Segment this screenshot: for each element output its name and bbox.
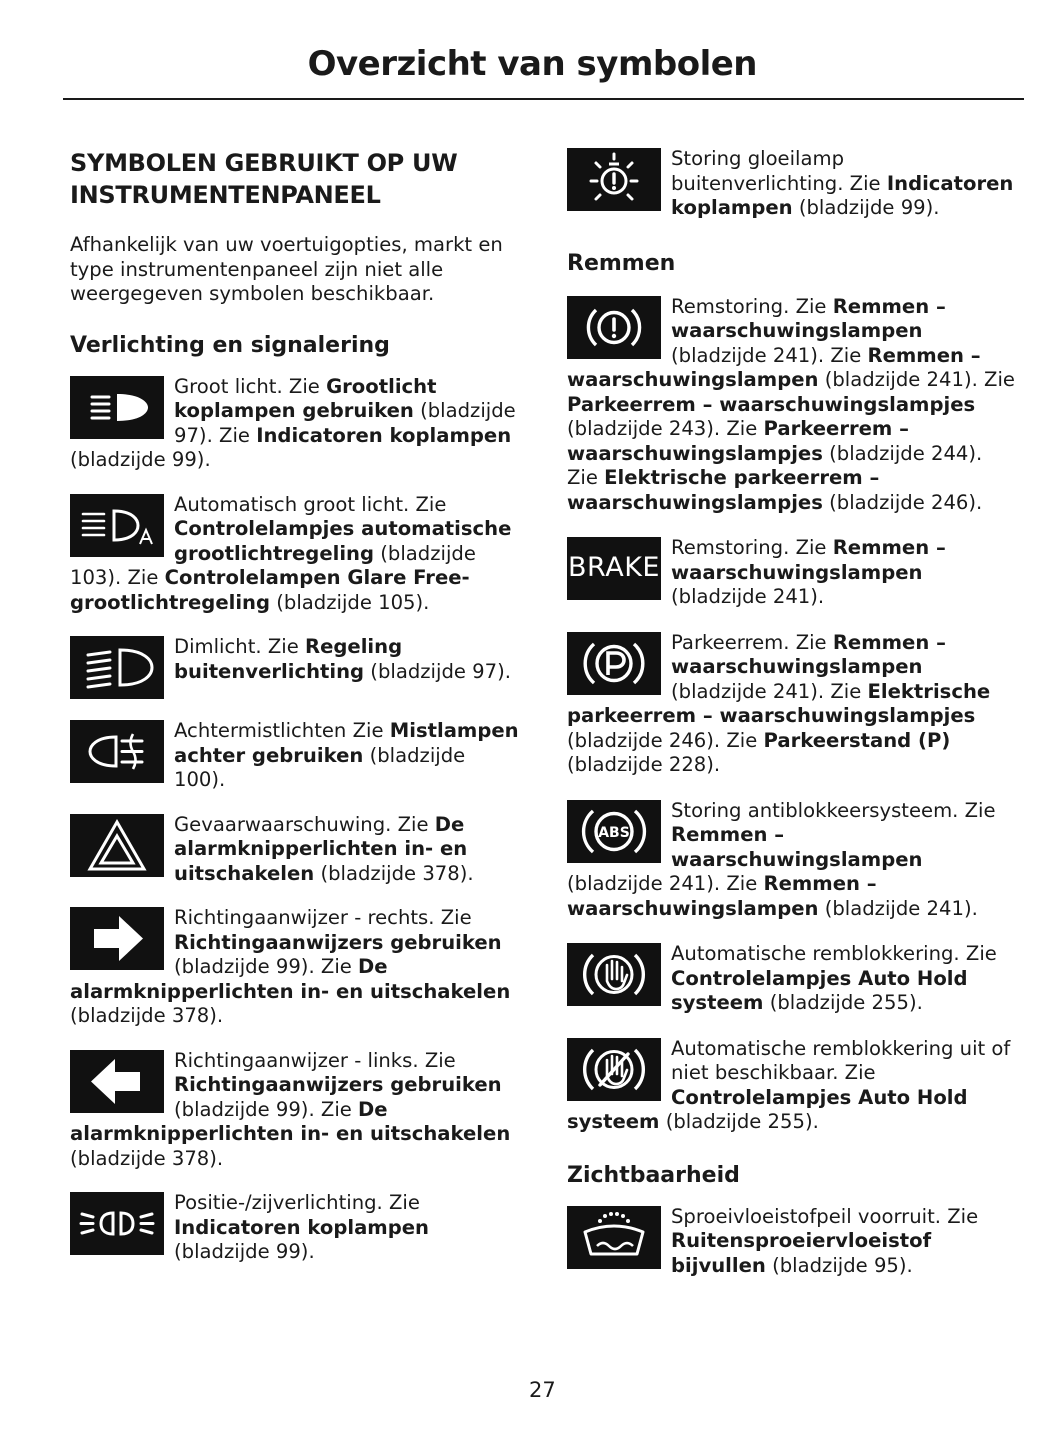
entry-text: Richtingaanwijzer - rechts. Zie <box>174 906 472 929</box>
high-beam-icon <box>70 376 164 439</box>
entry-text: (bladzijde 97). Zie <box>174 399 516 447</box>
entry-text: Parkeerrem. Zie <box>671 630 833 654</box>
reference-title: Parkeerstand (P) <box>763 728 951 752</box>
hazard-warning-icon <box>70 814 164 877</box>
reference-title: Indicatoren koplampen <box>256 423 512 447</box>
entry-text: Storing antiblokkeersysteem. Zie <box>671 798 996 822</box>
entry-text: (bladzijde 241). Zie <box>567 872 764 895</box>
reference-title: Grootlicht koplampen gebruiken <box>174 374 437 422</box>
reference-title: Parkeerrem – waarschuwingslampjes <box>567 417 909 465</box>
top-list <box>567 147 1019 221</box>
reference-title: Elektrische parkeerrem – waarschuwingslampjes <box>567 466 880 514</box>
entry-text: Gevaarwaarschuwing. Zie <box>174 812 435 836</box>
section-title: SYMBOLEN GEBRUIKT OP UW INSTRUMENTENPANEEL <box>70 149 458 209</box>
entry-text: (bladzijde 255). <box>763 991 923 1014</box>
auto-high-beam-icon <box>70 494 164 557</box>
abs-icon <box>567 800 661 863</box>
entry-text: Remstoring. Zie <box>671 536 833 559</box>
reference-title: Parkeerrem – waarschuwingslampjes <box>567 392 976 416</box>
auto-hold-off-icon <box>567 1038 661 1101</box>
entry-text: Dimlicht. Zie <box>174 635 305 658</box>
reference-title: Remmen – waarschuwingslampen <box>567 343 981 391</box>
reference-title: Indicatoren koplampen <box>671 171 1014 219</box>
left-column <box>70 147 522 1265</box>
symbol-entry <box>567 295 1019 516</box>
symbol-entry <box>70 635 522 699</box>
rear-fog-icon <box>70 720 164 783</box>
symbol-entry <box>70 375 522 473</box>
side-lamps-icon <box>70 1192 164 1255</box>
entry-text: Automatisch groot licht. Zie <box>174 492 447 516</box>
reference-title: Ruitensproeiervloeistof bijvullen <box>671 1229 932 1277</box>
subheading-brakes: Remmen <box>567 250 676 276</box>
reference-title: Remmen – waarschuwingslampen <box>671 536 946 584</box>
symbol-entry <box>567 147 1019 221</box>
reference-title: De alarmknipperlichten in- en uitschakelen <box>70 1097 511 1145</box>
entry-text: (bladzijde 103). Zie <box>70 541 476 589</box>
intro-paragraph: Afhankelijk van uw voertuigopties, markt en type instrumentenpaneel zijn niet alle weergegeven symbolen beschikbaar. <box>70 233 503 305</box>
subheading-lighting: Verlichting en signalering <box>70 332 390 358</box>
reference-title: Remmen – waarschuwingslampen <box>671 294 946 342</box>
reference-title: Controlelampen Glare Free-grootlichtregeling <box>70 566 470 614</box>
parking-brake-icon <box>567 632 661 695</box>
symbol-entry <box>70 719 522 793</box>
entry-text: (bladzijde 241). <box>671 585 825 608</box>
reference-title: Controlelampjes Auto Hold systeem <box>671 966 968 1014</box>
brake-icon-text: BRAKE <box>568 552 660 584</box>
entry-text: (bladzijde 246). Zie <box>567 728 764 752</box>
svg-text:ABS: ABS <box>598 824 630 841</box>
reference-title: Controlelampjes Auto Hold systeem <box>567 1085 968 1133</box>
reference-title: Richtingaanwijzers gebruiken <box>174 1073 502 1096</box>
reference-title: De alarmknipperlichten in- en uitschakelen <box>174 812 468 885</box>
reference-title: Indicatoren koplampen <box>174 1215 429 1239</box>
symbol-entry <box>70 906 522 1029</box>
entry-text: (bladzijde 378). <box>314 861 474 885</box>
entry-text: Storing gloeilamp buitenverlichting. Zie <box>671 147 887 195</box>
symbol-entry <box>567 942 1019 1016</box>
entry-text: Sproeivloeistofpeil voorruit. Zie <box>671 1204 979 1228</box>
entry-text: (bladzijde 95). <box>765 1253 913 1277</box>
symbol-entry <box>567 631 1019 778</box>
turn-left-icon <box>70 1050 164 1113</box>
reference-title: Remmen – waarschuwingslampen <box>671 823 923 871</box>
symbol-entry <box>70 1191 522 1265</box>
entry-text: Achtermistlichten Zie <box>174 719 390 742</box>
entry-text: Automatische remblokkering. Zie <box>671 942 997 965</box>
subheading-visibility: Zichtbaarheid <box>567 1162 740 1188</box>
lighting-list <box>70 375 522 1265</box>
reference-title: Remmen – waarschuwingslampen <box>567 872 877 920</box>
entry-text: (bladzijde 378). <box>70 1004 224 1027</box>
symbol-entry <box>567 1205 1019 1279</box>
entry-text: (bladzijde 241). <box>818 896 978 920</box>
reference-title: De alarmknipperlichten in- en uitschakelen <box>70 955 511 1003</box>
reference-title: Mistlampen achter gebruiken <box>174 719 519 767</box>
entry-text: (bladzijde 99). <box>174 1240 315 1263</box>
auto-hold-icon <box>567 943 661 1006</box>
brake-warning-icon <box>567 296 661 359</box>
page-number: 27 <box>529 1378 556 1402</box>
entry-text: (bladzijde 241). Zie <box>671 679 868 703</box>
entry-text: Remstoring. Zie <box>671 294 833 318</box>
right-column <box>567 147 1019 1278</box>
entry-text: (bladzijde 97). <box>364 659 511 683</box>
exterior-bulb-fault-icon <box>567 148 661 211</box>
symbol-entry <box>567 799 1019 922</box>
entry-text: (bladzijde 105). <box>270 590 430 614</box>
entry-text: (bladzijde 99). <box>70 448 211 471</box>
entry-text: (bladzijde 99). <box>792 196 940 219</box>
visibility-list <box>567 1205 1019 1279</box>
entry-text: (bladzijde 378). <box>70 1146 224 1170</box>
entry-text: Groot licht. Zie <box>174 374 327 398</box>
symbol-entry <box>70 1049 522 1172</box>
brake-text-icon <box>567 537 661 600</box>
header-rule <box>63 98 1024 100</box>
reference-title: Richtingaanwijzers gebruiken <box>174 930 502 954</box>
symbol-entry <box>567 536 1019 610</box>
turn-right-icon <box>70 907 164 970</box>
entry-text: Automatische remblokkering uit of niet beschikbaar. Zie <box>671 1036 1011 1084</box>
symbol-entry <box>70 813 522 887</box>
symbol-entry <box>70 493 522 616</box>
reference-title: Controlelampjes automatische grootlichtregeling <box>174 517 512 565</box>
reference-title: Regeling buitenverlichting <box>174 635 403 683</box>
entry-text: (bladzijde 228). <box>567 753 721 776</box>
entry-text: Positie-/zijverlichting. Zie <box>174 1191 420 1214</box>
reference-title: Elektrische parkeerrem – waarschuwingslampjes <box>567 679 991 727</box>
entry-text: Richtingaanwijzer - links. Zie <box>174 1048 456 1072</box>
symbol-entry <box>567 1037 1019 1135</box>
brakes-list <box>567 295 1019 1135</box>
entry-text: (bladzijde 246). <box>822 490 983 514</box>
entry-text: (bladzijde 99). Zie <box>174 955 359 978</box>
washer-fluid-icon <box>567 1206 661 1269</box>
entry-text: (bladzijde 255). <box>659 1110 819 1133</box>
entry-text: (bladzijde 241). Zie <box>818 368 1015 391</box>
entry-text: (bladzijde 100). <box>174 743 466 791</box>
entry-text: (bladzijde 244). Zie <box>567 441 983 489</box>
low-beam-icon <box>70 636 164 699</box>
reference-title: Remmen – waarschuwingslampen <box>671 630 946 678</box>
entry-text: (bladzijde 243). Zie <box>567 417 764 440</box>
entry-text: (bladzijde 241). Zie <box>671 343 868 367</box>
page-title: Overzicht van symbolen <box>307 44 757 84</box>
entry-text: (bladzijde 99). Zie <box>174 1097 359 1121</box>
